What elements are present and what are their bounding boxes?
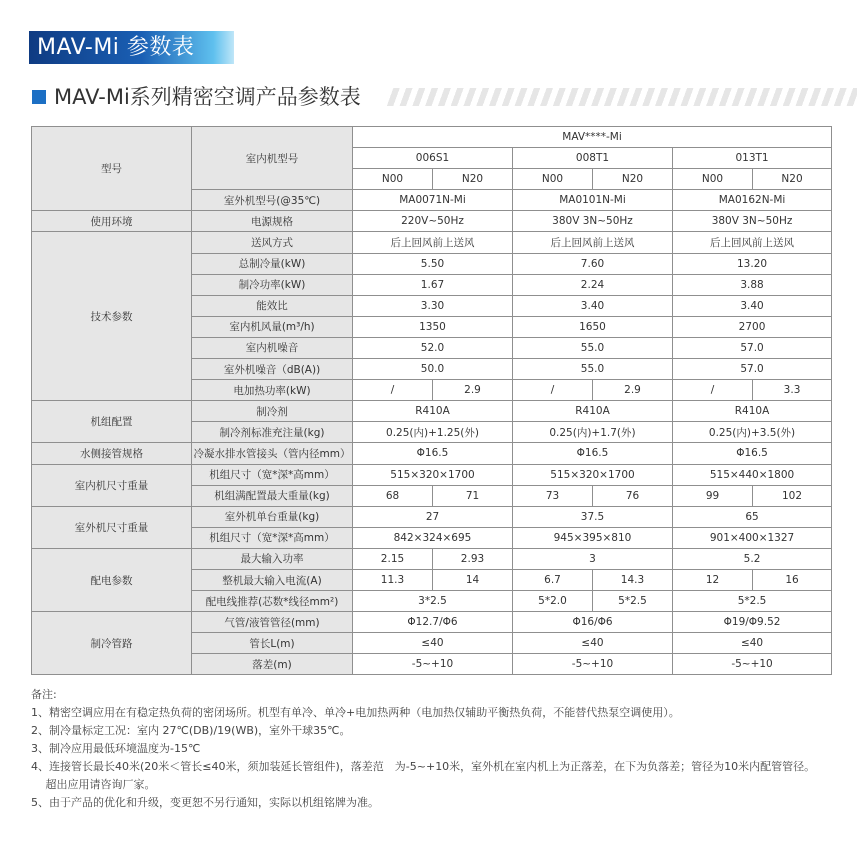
row-label: 落差(m) <box>192 654 353 675</box>
value-cell: 2.24 <box>513 274 673 295</box>
value-cell: 2700 <box>673 316 832 337</box>
value-cell: ≤40 <box>353 633 513 654</box>
section-title-text: MAV-Mi系列精密空调产品参数表 <box>54 85 361 109</box>
row-label: 管长L(m) <box>192 633 353 654</box>
category-cell: 技术参数 <box>32 232 192 401</box>
value-cell: 102 <box>753 485 832 506</box>
value-cell: 55.0 <box>513 359 673 380</box>
variant-cell: N00 <box>353 169 433 190</box>
row-label: 室内机风量(m³/h) <box>192 316 353 337</box>
value-cell: 13.20 <box>673 253 832 274</box>
value-cell: 0.25(内)+3.5(外) <box>673 422 832 443</box>
table-row <box>32 612 832 633</box>
value-cell: R410A <box>673 401 832 422</box>
value-cell: MA0101N-Mi <box>513 190 673 211</box>
value-cell: 901×400×1327 <box>673 527 832 548</box>
table-row <box>32 211 832 232</box>
row-label: 制冷剂标准充注量(kg) <box>192 422 353 443</box>
row-label: 室内机噪音 <box>192 337 353 358</box>
value-cell: 220V~50Hz <box>353 211 513 232</box>
value-cell: 后上回风前上送风 <box>673 232 832 253</box>
value-cell: 11.3 <box>353 569 433 590</box>
value-cell: R410A <box>353 401 513 422</box>
section-title <box>32 82 832 112</box>
note-item: 4、连接管长最长40米(20米＜管长≤40米，须加装延长管组件)，落差范 为-5~+10米，室外机在室内机上为正落差，在下为负落差；管径为10米内配管管径。 <box>31 760 816 773</box>
value-cell: 1350 <box>353 316 513 337</box>
value-cell: / <box>673 380 753 401</box>
series-cell: 013T1 <box>673 148 832 169</box>
category-cell: 室内机尺寸重量 <box>32 464 192 506</box>
value-cell: 3*2.5 <box>353 591 513 612</box>
category-cell: 制冷管路 <box>32 612 192 675</box>
value-cell: 68 <box>353 485 433 506</box>
value-cell: -5~+10 <box>353 654 513 675</box>
value-cell: 57.0 <box>673 359 832 380</box>
category-cell: 型号 <box>32 127 192 211</box>
value-cell: Φ12.7/Φ6 <box>353 612 513 633</box>
row-label: 室外机噪音（dB(A)) <box>192 359 353 380</box>
value-cell: 380V 3N~50Hz <box>513 211 673 232</box>
row-label: 电加热功率(kW) <box>192 380 353 401</box>
value-cell: 37.5 <box>513 506 673 527</box>
row-label: 机组尺寸（宽*深*高mm） <box>192 527 353 548</box>
notes-heading: 备注: <box>31 688 57 701</box>
value-cell: 0.25(内)+1.7(外) <box>513 422 673 443</box>
row-label: 室外机型号(@35℃) <box>192 190 353 211</box>
table-row <box>32 443 832 464</box>
value-cell: 2.9 <box>593 380 673 401</box>
value-cell: 515×320×1700 <box>353 464 513 485</box>
value-cell: 2.15 <box>353 548 433 569</box>
row-label: 配电线推荐(芯数*线径mm²) <box>192 591 353 612</box>
value-cell: Φ16.5 <box>353 443 513 464</box>
value-cell: 515×320×1700 <box>513 464 673 485</box>
value-cell: 2.9 <box>433 380 513 401</box>
value-cell: 945×395×810 <box>513 527 673 548</box>
value-cell: 380V 3N~50Hz <box>673 211 832 232</box>
value-cell: 73 <box>513 485 593 506</box>
row-label: 最大输入功率 <box>192 548 353 569</box>
value-cell: 后上回风前上送风 <box>513 232 673 253</box>
notes <box>31 686 841 812</box>
value-cell: Φ16.5 <box>513 443 673 464</box>
value-cell: 3.3 <box>753 380 832 401</box>
value-cell: 99 <box>673 485 753 506</box>
value-cell: 842×324×695 <box>353 527 513 548</box>
value-cell: 5*2.5 <box>593 591 673 612</box>
table-row <box>32 401 832 422</box>
value-cell: 52.0 <box>353 337 513 358</box>
value-cell: 7.60 <box>513 253 673 274</box>
category-cell: 使用环境 <box>32 211 192 232</box>
category-cell: 室外机尺寸重量 <box>32 506 192 548</box>
value-cell: 3.30 <box>353 295 513 316</box>
variant-cell: N20 <box>433 169 513 190</box>
row-label: 制冷剂 <box>192 401 353 422</box>
variant-cell: N20 <box>593 169 673 190</box>
category-cell: 机组配置 <box>32 401 192 443</box>
note-item: 1、精密空调应用在有稳定热负荷的密闭场所。机型有单冷、单冷+电加热两种（电加热仅辅助平衡热负荷，不能替代热泵空调使用）。 <box>31 706 680 719</box>
value-cell: 3.88 <box>673 274 832 295</box>
value-cell: -5~+10 <box>673 654 832 675</box>
row-label: 整机最大输入电流(A) <box>192 569 353 590</box>
value-cell: 5*2.5 <box>673 591 832 612</box>
series-cell: 006S1 <box>353 148 513 169</box>
value-cell: ≤40 <box>513 633 673 654</box>
value-cell: 5.2 <box>673 548 832 569</box>
row-label: 室外机单台重量(kg) <box>192 506 353 527</box>
value-cell: 76 <box>593 485 673 506</box>
variant-cell: N20 <box>753 169 832 190</box>
value-cell: / <box>353 380 433 401</box>
value-cell: / <box>513 380 593 401</box>
value-cell: 5*2.0 <box>513 591 593 612</box>
value-cell: 1650 <box>513 316 673 337</box>
series-cell: 008T1 <box>513 148 673 169</box>
value-cell: Φ16.5 <box>673 443 832 464</box>
category-cell: 水侧接管规格 <box>32 443 192 464</box>
row-label: 机组尺寸（宽*深*高mm） <box>192 464 353 485</box>
table-row <box>32 232 832 253</box>
value-cell: 后上回风前上送风 <box>353 232 513 253</box>
row-label: 送风方式 <box>192 232 353 253</box>
row-label: 气管/液管管径(mm) <box>192 612 353 633</box>
value-cell: 14.3 <box>593 569 673 590</box>
value-cell: 515×440×1800 <box>673 464 832 485</box>
title-square-icon <box>32 90 46 104</box>
table-row <box>32 548 832 569</box>
value-cell: 3 <box>513 548 673 569</box>
variant-cell: N00 <box>673 169 753 190</box>
note-item: 5、由于产品的优化和升级，变更恕不另行通知，实际以机组铭牌为准。 <box>31 796 379 809</box>
category-cell: 配电参数 <box>32 548 192 611</box>
value-cell: Φ19/Φ9.52 <box>673 612 832 633</box>
value-cell: 55.0 <box>513 337 673 358</box>
value-cell: 6.7 <box>513 569 593 590</box>
value-cell: 57.0 <box>673 337 832 358</box>
row-label: 制冷功率(kW) <box>192 274 353 295</box>
value-cell: 3.40 <box>513 295 673 316</box>
row-label: 能效比 <box>192 295 353 316</box>
value-cell: MA0162N-Mi <box>673 190 832 211</box>
page-banner: MAV-Mi 参数表 <box>29 31 234 64</box>
spec-table <box>31 126 832 675</box>
note-item: 3、制冷应用最低环境温度为-15℃ <box>31 742 201 755</box>
value-cell: 3.40 <box>673 295 832 316</box>
note-item: 超出应用请咨询厂家。 <box>31 778 156 791</box>
value-cell: 71 <box>433 485 513 506</box>
note-item: 2、制冷量标定工况：室内 27℃(DB)/19(WB)，室外干球35℃。 <box>31 724 351 737</box>
value-cell: 12 <box>673 569 753 590</box>
value-cell: 14 <box>433 569 513 590</box>
value-cell: MA0071N-Mi <box>353 190 513 211</box>
value-cell: 5.50 <box>353 253 513 274</box>
value-cell: -5~+10 <box>513 654 673 675</box>
value-cell: 1.67 <box>353 274 513 295</box>
value-cell: 27 <box>353 506 513 527</box>
table-row <box>32 127 832 148</box>
value-cell: R410A <box>513 401 673 422</box>
value-cell: 2.93 <box>433 548 513 569</box>
value-cell: 0.25(内)+1.25(外) <box>353 422 513 443</box>
row-label: 总制冷量(kW) <box>192 253 353 274</box>
variant-cell: N00 <box>513 169 593 190</box>
value-cell: 16 <box>753 569 832 590</box>
row-label: 机组满配置最大重量(kg) <box>192 485 353 506</box>
value-cell: ≤40 <box>673 633 832 654</box>
chevron-decoration <box>387 88 857 106</box>
row-label: 冷凝水排水管接头（管内径mm） <box>192 443 353 464</box>
row-label: 室内机型号 <box>192 127 353 190</box>
row-label: 电源规格 <box>192 211 353 232</box>
value-cell: 65 <box>673 506 832 527</box>
value-cell: 50.0 <box>353 359 513 380</box>
model-header: MAV****-Mi <box>353 127 832 148</box>
value-cell: Φ16/Φ6 <box>513 612 673 633</box>
table-row <box>32 464 832 485</box>
table-row <box>32 506 832 527</box>
